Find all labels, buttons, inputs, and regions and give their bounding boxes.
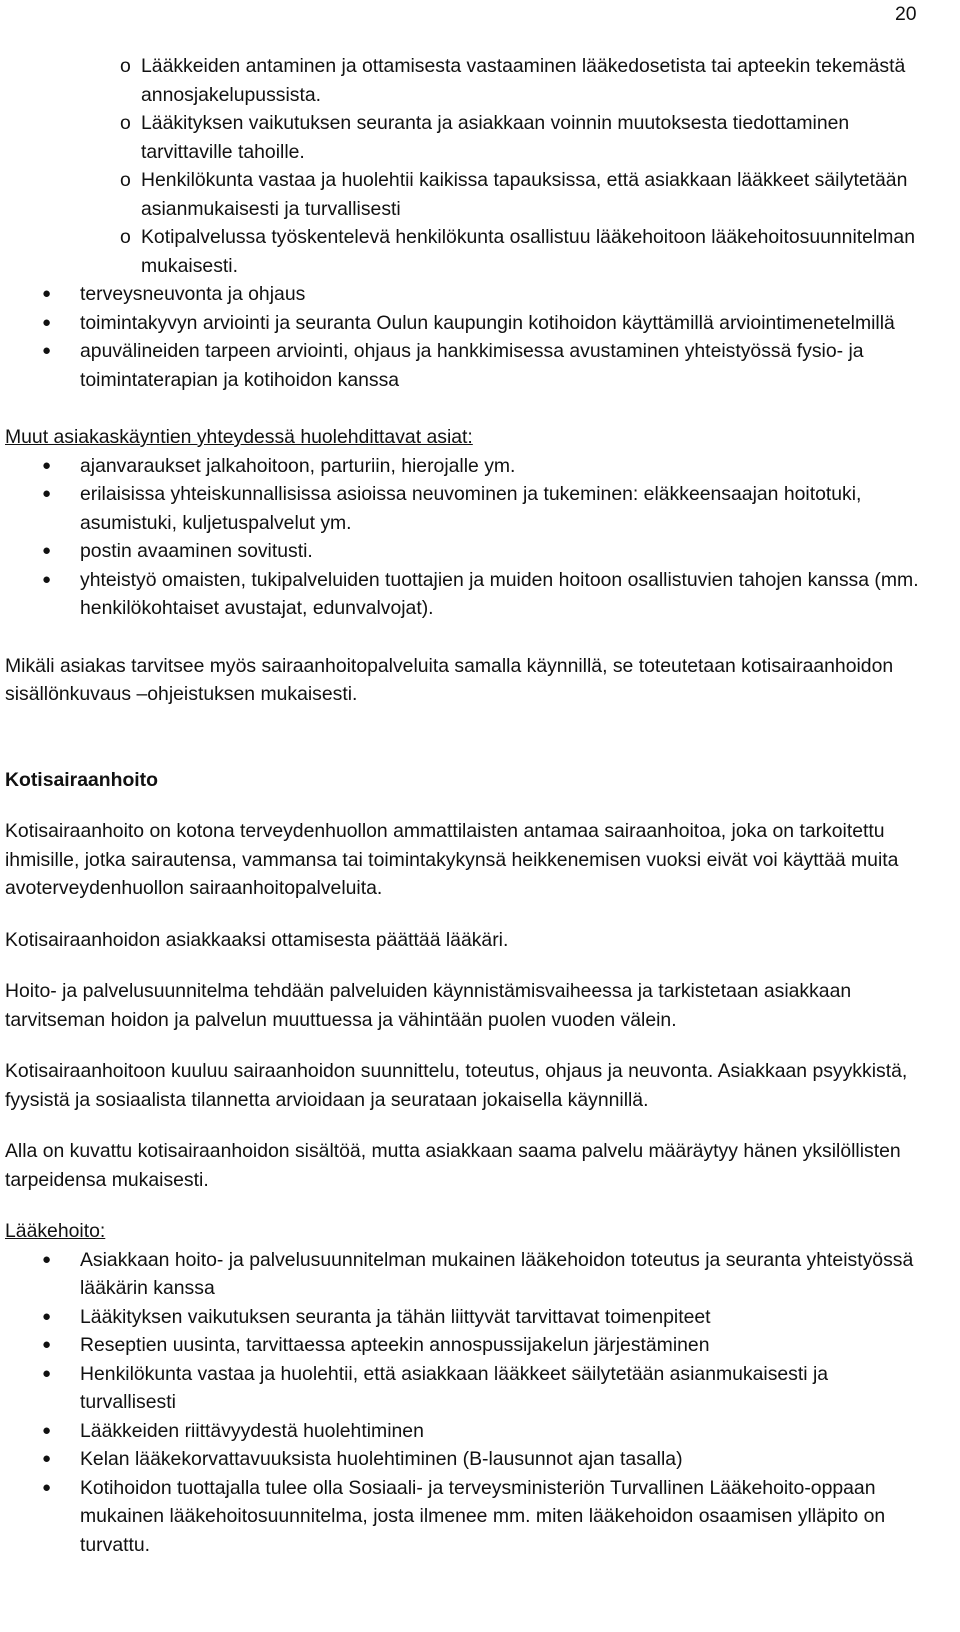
paragraph: Kotisairaanhoito on kotona terveydenhuollon ammattilaisten antamaa sairaanhoitoa, joka on tarkoitettu ihmisille, jotka sairautensa, vammansa tai toimintakykynsä heikkenemisen vuoksi eivät voi käyttää muita avoterveydenhuollon sairaanhoitopalveluita. (5, 820, 899, 899)
list-item (42, 1246, 929, 1303)
bullet-icon: ● (42, 1250, 52, 1268)
list-item (42, 280, 929, 309)
list-item (42, 1331, 929, 1360)
bullet-icon: ● (42, 285, 52, 302)
list-item (42, 1474, 929, 1560)
bullet-icon: ● (42, 1307, 52, 1325)
list-item-text: Henkilökunta vastaa ja huolehtii, että asiakkaan lääkkeet säilytetään asianmukaisesti ja turvallisesti (80, 1362, 829, 1413)
list-item (120, 109, 929, 166)
bullet-icon: ● (42, 1421, 52, 1439)
list-item (42, 480, 929, 537)
list-item-text: toimintakyvyn arviointi ja seuranta Oulun kaupungin kotihoidon käyttämillä arviointimenetelmillä (80, 311, 895, 334)
list-item-text: Kotihoidon tuottajalla tulee olla Sosiaali- ja terveysministeriön Turvallinen Lääkehoito-oppaan mukainen lääkehoitosuunnitelma, josta ilmenee mm. miten lääkehoidon osaamisen ylläpito on turvattu. (80, 1476, 886, 1556)
home-nursing-note: Mikäli asiakas tarvitsee myös sairaanhoitopalveluita samalla käynnillä, se toteutetaan kotisairaanhoidon sisällönkuvaus –ohjeistuksen mukaisesti. (5, 654, 894, 705)
sub-marker: o (120, 169, 131, 191)
other-tasks-heading: Muut asiakaskäyntien yhteydessä huolehdittavat asiat: (5, 426, 473, 448)
list-item-text: postin avaaminen sovitusti. (80, 540, 313, 562)
list-item-text: Asiakkaan hoito- ja palvelusuunnitelman mukainen lääkehoidon toteutus ja seuranta yhteistyössä lääkärin kanssa (80, 1248, 914, 1299)
list-item (120, 52, 929, 109)
list-item-text: Kelan lääkekorvattavuuksista huolehtiminen (B-lausunnot ajan tasalla) (80, 1448, 683, 1470)
bullet-icon: ● (42, 542, 52, 559)
sub-marker: o (120, 55, 131, 77)
page-number: 20 (895, 3, 917, 25)
section-title: Kotisairaanhoito (5, 768, 158, 791)
list-item (42, 1360, 929, 1417)
sub-marker: o (120, 112, 131, 134)
bullet-icon: ● (42, 1336, 52, 1353)
list-item-text: Henkilökunta vastaa ja huolehtii kaikissa tapauksissa, että asiakkaan lääkkeet säilytetään asianmukaisesti ja turvallisesti (141, 169, 908, 220)
list-item (42, 1417, 929, 1446)
list-item (42, 1303, 929, 1332)
list-item-text: ajanvaraukset jalkahoitoon, parturiin, hierojalle ym. (80, 454, 516, 477)
list-item-text: Lääkkeiden antaminen ja ottamisesta vastaaminen lääkedosetista tai apteekin tekemästä annosjakelupussista. (141, 55, 906, 106)
list-item (42, 566, 929, 623)
list-item-text: apuvälineiden tarpeen arviointi, ohjaus ja hankkimisessa avustaminen yhteistyössä fysio- ja toimintaterapian ja kotihoidon kanssa (80, 340, 864, 391)
list-item (42, 1445, 929, 1474)
list-item (120, 166, 929, 223)
document-body (5, 52, 929, 1559)
services-list (5, 280, 929, 394)
list-item-text: erilaisissa yhteiskunnallisissa asioissa neuvominen ja tukeminen: eläkkeensaajan hoitotuki, asumistuki, kuljetuspalvelut ym. (80, 483, 862, 534)
list-item-text: Lääkityksen vaikutuksen seuranta ja tähän liittyvät tarvittavat toimenpiteet (80, 1305, 711, 1328)
list-item-text: Kotipalvelussa työskentelevä henkilökunta osallistuu lääkehoitoon lääkehoitosuunnitelman mukaisesti. (141, 226, 915, 277)
list-item (120, 223, 929, 280)
paragraph: Kotisairaanhoitoon kuuluu sairaanhoidon suunnittelu, toteutus, ohjaus ja neuvonta. Asiakkaan psyykkistä, fyysistä ja sosiaalista tilannetta arvioidaan ja seurataan jokaisella käynnillä. (5, 1060, 908, 1111)
list-item (42, 337, 929, 394)
paragraph: Hoito- ja palvelusuunnitelma tehdään palveluiden käynnistämisvaiheessa ja tarkistetaan asiakkaan tarvitseman hoidon ja palvelun muuttuessa ja vähintään puolen vuoden välein. (5, 980, 852, 1031)
list-item (42, 452, 929, 481)
list-item (42, 309, 929, 338)
bullet-icon: ● (42, 456, 52, 474)
list-item-text: Reseptien uusinta, tarvittaessa apteekin annospussijakelun järjestäminen (80, 1334, 710, 1356)
sub-list (120, 52, 929, 280)
bullet-icon: ● (42, 1478, 52, 1496)
bullet-icon: ● (42, 342, 52, 359)
list-item (42, 537, 929, 566)
list-item-text: yhteistyö omaisten, tukipalveluiden tuottajien ja muiden hoitoon osallistuvien tahojen kanssa (mm. henkilökohtaiset avustajat, edunvalvojat). (80, 568, 919, 619)
bullet-icon: ● (42, 313, 52, 331)
medication-heading: Lääkehoito: (5, 1220, 106, 1242)
bullet-icon: ● (42, 1450, 52, 1467)
sub-marker: o (120, 226, 131, 248)
other-tasks-list (5, 452, 929, 623)
bullet-icon: ● (42, 570, 52, 588)
medication-list (5, 1246, 929, 1560)
bullet-icon: ● (42, 485, 52, 502)
paragraph: Alla on kuvattu kotisairaanhoidon sisältöä, mutta asiakkaan saama palvelu määräytyy hänen yksilöllisten tarpeidensa mukaisesti. (5, 1140, 901, 1191)
list-item-text: Lääkkeiden riittävyydestä huolehtiminen (80, 1419, 424, 1442)
list-item-text: Lääkityksen vaikutuksen seuranta ja asiakkaan voinnin muutoksesta tiedottaminen tarvittaville tahoille. (141, 112, 850, 163)
bullet-icon: ● (42, 1364, 52, 1382)
list-item-text: terveysneuvonta ja ohjaus (80, 283, 306, 305)
paragraph: Kotisairaanhoidon asiakkaaksi ottamisesta päättää lääkäri. (5, 928, 509, 951)
